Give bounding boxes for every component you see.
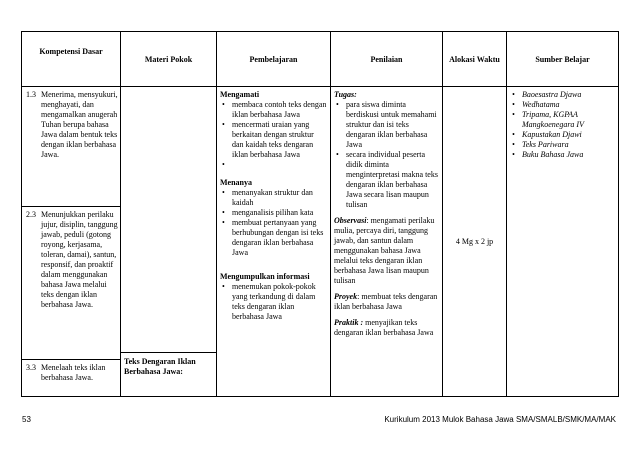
pembelajaran-content (217, 90, 330, 322)
materi-cell (121, 87, 217, 397)
header-row (22, 32, 619, 87)
syllabus-table (21, 31, 619, 397)
header-materi: Materi Pokok (121, 32, 217, 87)
tugas-label: Tugas: (334, 90, 357, 99)
list-item: • secara individual peserta didik diminta menginterpretasi makna teks dengaran iklan berbahasa Jawa secara lisan maupun tulisan (334, 150, 439, 210)
penilaian-cell (331, 87, 443, 397)
list-item: • Baoesastra Djawa (510, 90, 615, 100)
page-number: 53 (22, 415, 31, 424)
footer-title: Kurikulum 2013 Mulok Bahasa Jawa SMA/SMALB/SMK/MA/MAK (384, 415, 616, 424)
list-item: • menganalisis pilihan kata (220, 208, 327, 218)
sumber-list (510, 90, 615, 160)
list-item: • membuat pertanyaan yang berhubungan dengan isi teks dengaran iklan berbahasa Jawa (220, 218, 327, 258)
list-item (220, 160, 327, 170)
header-sumber: Sumber Belajar (507, 32, 619, 87)
list-item: • para siswa diminta berdiskusi untuk memahami struktur dan isi teks dengaran iklan berbahasa Jawa (334, 100, 439, 150)
sumber-content (507, 90, 618, 160)
praktik-block: Praktik : menyajikan teks dengaran iklan berbahasa Jawa (334, 318, 434, 337)
content-row (22, 87, 619, 397)
list-item: • Kapustakan Djawi (510, 130, 615, 140)
mengumpulkan-list (220, 282, 327, 322)
alokasi-cell: 4 Mg x 2 jp (443, 87, 507, 397)
sumber-cell (507, 87, 619, 397)
mengamati-title: Mengamati (220, 90, 260, 99)
penilaian-content (331, 90, 442, 338)
observasi-block: Observasi: mengamati perilaku mulia, percaya diri, tanggung jawab, dan santun dalam menggunakan bahasa Jawa melalui teks dengaran iklan berbahasa Jawa lisan maupun tulisan (334, 216, 435, 285)
list-item: • menanyakan struktur dan kaidah (220, 188, 327, 208)
list-item: • menemukan pokok-pokok yang terkandung di dalam teks dengaran iklan berbahasa Jawa (220, 282, 327, 322)
kd-item-2-3: 2.3 Menunjukkan perilaku jujur, disiplin, tanggung jawab, peduli (gotong royong, kerjasama, toleran, damai), santun, responsif, dan proaktif dalam menggunakan bahasa Jawa melalui teks dengan iklan berbahasa Jawa. (22, 206, 120, 359)
header-pembelajaran: Pembelajaran (217, 32, 331, 87)
kd-item-3-3: 3.3 Menelaah teks iklan berbahasa Jawa. (22, 359, 120, 396)
list-item: • Buku Bahasa Jawa (510, 150, 615, 160)
list-item: • mencermati uraian yang berkaitan dengan struktur dan kaidah teks dengaran iklan berbahasa Jawa (220, 120, 327, 160)
mengumpulkan-title: Mengumpulkan informasi (220, 272, 310, 281)
menanya-title: Menanya (220, 178, 252, 187)
kompetensi-cell (22, 87, 121, 397)
header-kompetensi: Kompetensi Dasar (22, 32, 121, 87)
kd-item-1-3: 1.3 Menerima, mensyukuri, menghayati, dan mengamalkan anugerah Tuhan berupa bahasa Jawa dalam bentuk teks dengan iklan berbahasa Jawa. (26, 90, 118, 159)
list-item: • Wedhatama (510, 100, 615, 110)
header-penilaian: Penilaian (331, 32, 443, 87)
mengamati-list (220, 100, 327, 170)
pembelajaran-cell (217, 87, 331, 397)
list-item: • membaca contoh teks dengan iklan berbahasa Jawa (220, 100, 327, 120)
list-item: • Tripama, KGPAA Mangkoenegara IV (510, 110, 615, 130)
tugas-list (334, 100, 439, 210)
header-alokasi: Alokasi Waktu (443, 32, 507, 87)
materi-pokok: Teks Dengaran Iklan Berbahasa Jawa: (121, 352, 216, 377)
proyek-block: Proyek: membuat teks dengaran iklan berbahasa Jawa (334, 292, 438, 311)
list-item: • Teks Pariwara (510, 140, 615, 150)
menanya-list (220, 188, 327, 258)
